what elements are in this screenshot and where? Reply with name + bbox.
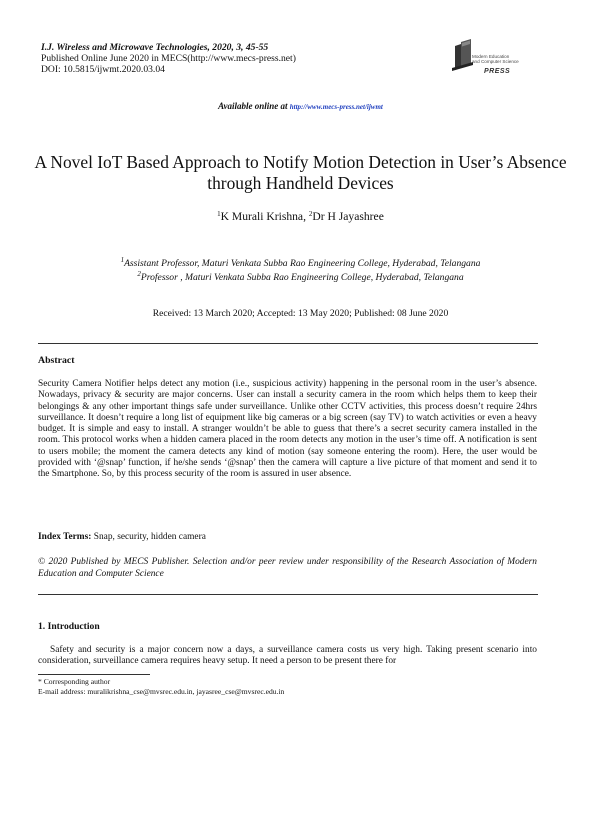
paper-title: A Novel IoT Based Approach to Notify Motion Detection in User’s Absence through Handheld Devices: [34, 152, 567, 193]
index-terms: [38, 532, 206, 542]
logo-line-2: and Computer Science: [472, 59, 519, 64]
author-2-sup: 2: [308, 210, 313, 218]
abstract-text: Security Camera Notifier helps detect any motion (i.e., suspicious activity) happening in the personal room in the user’s absence. Nowadays, privacy & security are major concerns. User can install a security camera in the room which helps them to keep their belongings & any other important things safe under surveillance. Unlike other CCTV activities, this process doesn’t require 24hrs surveillance. It doesn’t require a long list of equipment like big cameras or a big screen (say TV) to watch activities or even a heavy budget. It is simple and easy to install. A stranger wouldn’t be able to guess that there’s a secret security camera installed in the room. This protocol works when a hidden camera placed in the room detects any motion in the user’s time off. A notification is sent to users mobile; the moment the camera detects any kind of motion (say someone entering the room). Here, the user would be provided with ‘@snap’ function, if he/she sends ‘@snap’ then the camera will capture a live picture of that moment and send it to the Smartphone. So, by this process security of the room is assured in user absence.: [38, 379, 537, 480]
affiliation-1-sup: 1: [120, 256, 125, 264]
index-terms-text: Snap, security, hidden camera: [93, 532, 206, 542]
publication-dates: Received: 13 March 2020; Accepted: 13 May 2020; Published: 08 June 2020: [152, 308, 449, 319]
affiliation-1: [0, 255, 601, 269]
author-1-sup: 1: [217, 210, 221, 218]
affiliation-2-text: Professor , Maturi Venkata Subba Rao Engineering College, Hyderabad, Telangana: [140, 272, 464, 283]
introduction-text: Safety and security is a major concern now a days, a surveillance camera costs us very high. Taking present scenario into consideration, surveillance camera requires heavy setup. It need a person to be present there for: [38, 645, 537, 667]
authors: [0, 210, 601, 223]
available-online: [0, 101, 601, 111]
logo-line-1: Modern Education: [472, 54, 510, 59]
journal-url-link[interactable]: http://www.mecs-press.net/ijwmt: [289, 103, 383, 111]
author-1: K Murali Krishna,: [220, 210, 309, 223]
affiliation-2: [0, 269, 601, 283]
journal-citation: I.J. Wireless and Microwave Technologies, 2020, 3, 45-55: [41, 42, 269, 53]
affiliation-1-text: Assistant Professor, Maturi Venkata Subba Rao Engineering College, Hyderabad, Telangana: [124, 258, 481, 269]
corresponding-author: * Corresponding author: [38, 677, 111, 686]
available-label: Available online at: [218, 101, 288, 111]
published-online: Published Online June 2020 in MECS(http://www.mecs-press.net): [41, 53, 296, 64]
index-terms-label: Index Terms:: [38, 532, 92, 542]
footnote-divider: [38, 674, 150, 675]
logo-press: PRESS: [484, 68, 511, 75]
journal-header: [41, 42, 296, 75]
divider-top: [38, 343, 538, 344]
divider-bottom: [38, 594, 538, 595]
doi: DOI: 10.5815/ijwmt.2020.03.04: [41, 64, 165, 75]
copyright-notice: © 2020 Published by MECS Publisher. Selection and/or peer review under responsibility of the Research Association of Modern Education and Computer Science: [38, 557, 537, 579]
email-addresses: E-mail address: muralikrishna_cse@mvsrec.edu.in, jayasree_cse@mvsrec.edu.in: [38, 687, 285, 696]
footnote: [38, 677, 284, 697]
author-2: Dr H Jayashree: [312, 210, 384, 223]
affiliations: [0, 255, 601, 283]
logo-text: [472, 54, 519, 64]
introduction-heading: 1. Introduction: [38, 621, 100, 632]
affiliation-2-sup: 2: [137, 270, 141, 278]
abstract-heading: Abstract: [38, 355, 75, 366]
